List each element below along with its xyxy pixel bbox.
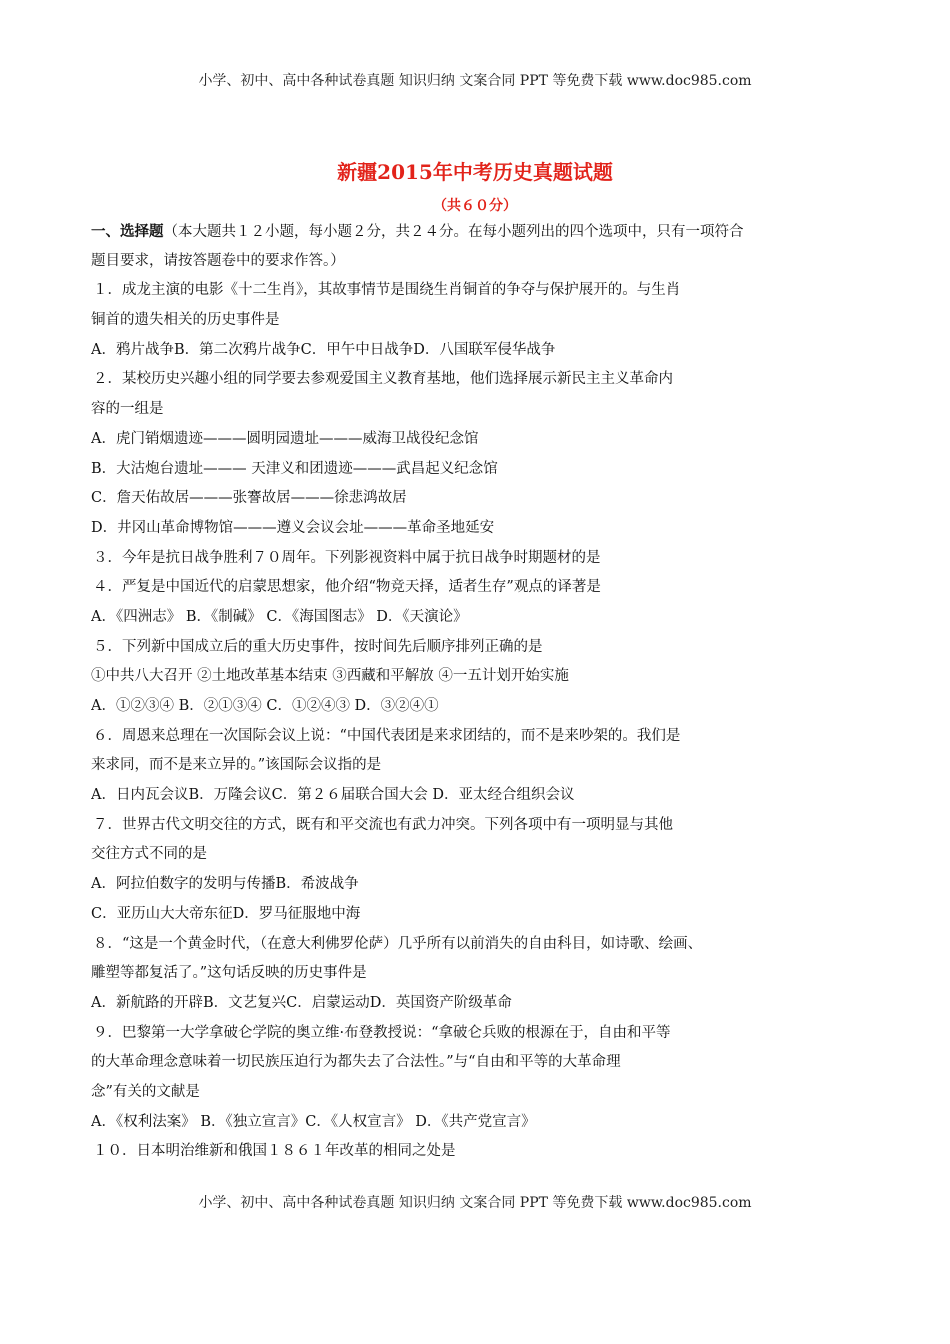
- question-line: ①中共八大召开 ②土地改革基本结束 ③西藏和平解放 ④一五计划开始实施: [91, 668, 569, 685]
- section-heading-line: [91, 217, 871, 247]
- question-line: 铜首的遗失相关的历史事件是: [91, 312, 280, 329]
- section-description: （本大题共１２小题，每小题２分，共２４分。在每小题列出的四个选项中，只有一项符合: [163, 224, 744, 240]
- question-line: ４．严复是中国近代的启蒙思想家，他介绍“物竞天择，适者生存”观点的译著是: [93, 579, 601, 596]
- question-line: ３．今年是抗日战争胜利７０周年。下列影视资料中属于抗日战争时期题材的是: [93, 549, 601, 566]
- option-line: A．虎门销烟遗迹———圆明园遗址———威海卫战役纪念馆: [91, 430, 479, 447]
- question-line: ５．下列新中国成立后的重大历史事件，按时间先后顺序排列正确的是: [93, 638, 543, 655]
- question-line: １．成龙主演的电影《十二生肖》，其故事情节是围绕生肖铜首的争夺与保护展开的。与生肖: [93, 282, 681, 299]
- option-line: A．日内瓦会议B．万隆会议C．第２６届联合国大会 D．亚太经合组织会议: [91, 787, 575, 804]
- option-line: A．鸦片战争B．第二次鸦片战争C．甲午中日战争D．八国联军侵华战争: [91, 341, 556, 358]
- option-line: A．新航路的开辟B．文艺复兴C．启蒙运动D．英国资产阶级革命: [91, 994, 512, 1011]
- option-line: C．亚历山大大帝东征D．罗马征服地中海: [91, 905, 361, 922]
- option-line: A．①②③④ B．②①③④ C．①②④③ D．③②④①: [91, 698, 439, 714]
- question-line: 来求同，而不是来立异的。”该国际会议指的是: [91, 757, 382, 774]
- question-line: ８．“这是一个黄金时代，（在意大利佛罗伦萨）几乎所有以前消失的自由科目，如诗歌、绘画、: [93, 935, 703, 952]
- section-description-continued: 题目要求，请按答题卷中的要求作答。）: [91, 252, 345, 269]
- option-line: A．阿拉伯数字的发明与传播B．希波战争: [91, 876, 359, 893]
- question-line: 的大革命理念意味着一切民族压迫行为都失去了合法性。”与“自由和平等的大革命理: [91, 1054, 621, 1071]
- option-line: B．大沽炮台遗址——— 天津义和团遗迹———武昌起义纪念馆: [91, 460, 498, 477]
- question-line: ９．巴黎第一大学拿破仑学院的奥立维·布登教授说：“拿破仑兵败的根源在于，自由和平等: [93, 1024, 671, 1041]
- page-header: 小学、初中、高中各种试卷真题 知识归纳 文案合同 PPT 等免费下载 www.doc985.com: [198, 73, 752, 89]
- option-line: D．井冈山革命博物馆———遵义会议会址———革命圣地延安: [91, 519, 495, 536]
- question-line: 雕塑等都复活了。”这句话反映的历史事件是: [91, 965, 367, 982]
- question-line: 容的一组是: [91, 401, 164, 418]
- page-subtitle: （共６０分）: [433, 198, 517, 214]
- option-line: C．詹天佑故居———张謇故居———徐悲鸿故居: [91, 490, 407, 507]
- page-footer: 小学、初中、高中各种试卷真题 知识归纳 文案合同 PPT 等免费下载 www.doc985.com: [198, 1195, 752, 1211]
- question-line: 交往方式不同的是: [91, 846, 207, 863]
- question-line: ７．世界古代文明交往的方式，既有和平交流也有武力冲突。下列各项中有一项明显与其他: [93, 816, 673, 833]
- exam-content: [91, 217, 871, 1167]
- question-line: １０．日本明治维新和俄国１８６１年改革的相同之处是: [93, 1143, 456, 1160]
- question-line: ６．周恩来总理在一次国际会议上说：“中国代表团是来求团结的，而不是来吵架的。我们是: [93, 727, 681, 744]
- option-line: A．《权利法案》 B．《独立宣言》C．《人权宣言》 D．《共产党宣言》: [91, 1113, 536, 1130]
- option-line: A．《四洲志》 B．《制碱》 C．《海国图志》 D．《天演论》: [91, 608, 468, 625]
- section-heading: 一、选择题: [91, 223, 164, 240]
- page-title: 新疆2015年中考历史真题试题: [337, 160, 613, 184]
- question-line: ２．某校历史兴趣小组的同学要去参观爱国主义教育基地，他们选择展示新民主主义革命内: [93, 371, 673, 388]
- question-line: 念”有关的文献是: [91, 1083, 200, 1100]
